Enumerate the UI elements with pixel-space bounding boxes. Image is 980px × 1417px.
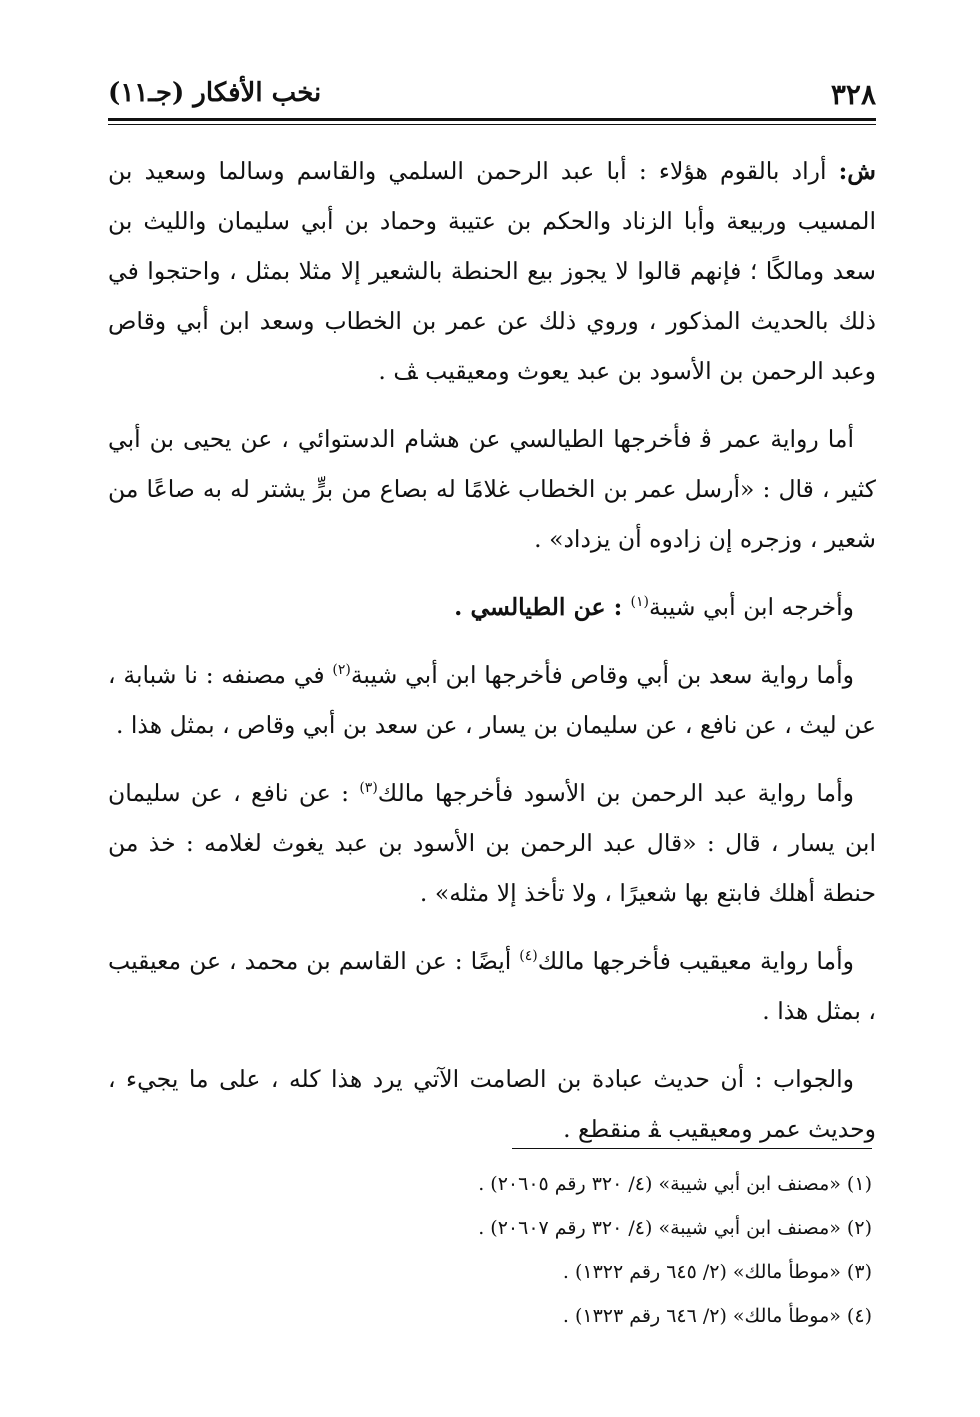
footnotes (104, 1162, 872, 1338)
footnote-1: (١) «مصنف ابن أبي شيبة» (٤/ ٣٢٠ رقم ٢٠٦٠٥) . (478, 1173, 872, 1195)
paragraph-text-cont: : عن نافع ، عن سليمان ابن يسار ، قال : «قال عبد الرحمن بن الأسود بن عبد يغوث لغلامه : خذ من حنطة أهلك فابتع بها شعيرًا ، ولا تأخذ إلا مثله» . (108, 779, 876, 907)
footnote-4: (٤) «موطأ مالك» (٢/ ٦٤٦ رقم ١٣٢٣) . (562, 1305, 872, 1327)
page-header (108, 78, 876, 118)
header-rule-thin (108, 124, 876, 125)
paragraph-bold-text: : عن الطيالسي . (454, 593, 631, 621)
paragraph-saad-narration (108, 650, 876, 750)
paragraph-lead: ش: (838, 157, 876, 185)
paragraph-text: وأخرجه ابن أبي شيبة (649, 593, 854, 621)
paragraph-text: وأما رواية عبد الرحمن بن الأسود فأخرجها مالك (377, 779, 854, 807)
paragraph-commentary (108, 146, 876, 396)
footnote-separator (512, 1148, 872, 1149)
header-rule-thick (108, 118, 876, 121)
paragraph-muayqib-narration (108, 936, 876, 1036)
running-title: نخب الأفكار (جـ١١) (108, 78, 322, 108)
footnote-ref-4[interactable]: (٤) (519, 948, 538, 965)
paragraph-ibn-abi-shaybah (108, 582, 876, 632)
paragraph-text: أما رواية عمر ﭬ فأخرجها الطيالسي عن هشام الدستوائي ، عن يحيى بن أبي كثير ، قال : «أرسل عمر بن الخطاب غلامًا له بصاع من برٍّ يشتر له به صاعًا من شعير ، وزجره إن زادوه أن يزداد» . (108, 425, 876, 553)
paragraph-text-cont: أيضًا : عن القاسم بن محمد ، عن معيقيب ، بمثل هذا . (108, 947, 876, 1025)
paragraph-text: وأما رواية معيقيب فأخرجها مالك (537, 947, 854, 975)
footnote-ref-1[interactable]: (١) (630, 594, 649, 611)
footnote-3: (٣) «موطأ مالك» (٢/ ٦٤٥ رقم ١٣٢٢) . (562, 1261, 872, 1283)
page-number: ٣٢٨ (830, 78, 876, 111)
paragraph-umar-narration (108, 414, 876, 564)
paragraph-text: والجواب : أن حديث عبادة بن الصامت الآتي يرد هذا كله ، على ما يجيء ، وحديث عمر ومعيقيب ﭭ منقطع . (108, 1065, 876, 1143)
body-text (108, 146, 876, 1172)
paragraph-text: وأما رواية سعد بن أبي وقاص فأخرجها ابن أبي شيبة (350, 661, 854, 689)
paragraph-text-cont: في مصنفه : نا شبابة ، عن ليث ، عن نافع ، عن سليمان بن يسار ، عن سعد بن أبي وقاص ، بمثل هذا . (108, 661, 876, 739)
paragraph-text: أراد بالقوم هؤلاء : أبا عبد الرحمن السلمي والقاسم وسالما وسعيد بن المسيب وربيعة وأبا الزناد والحكم بن عتيبة وحماد بن أبي سليمان والليث بن سعد ومالكًا ؛ فإنهم قالوا لا يجوز بيع الحنطة بالشعير إلا مثلا بمثل ، واحتجوا في ذلك بالحديث المذكور ، وروي ذلك عن عمر بن الخطاب وسعد ابن أبي وقاص وعبد الرحمن بن الأسود بن عبد يعوث ومعيقيب ﭫ . (108, 157, 876, 385)
paragraph-abdurrahman-narration (108, 768, 876, 918)
paragraph-answer (108, 1054, 876, 1154)
footnote-ref-2[interactable]: (٢) (332, 662, 351, 679)
footnote-ref-3[interactable]: (٣) (359, 780, 378, 797)
footnote-2: (٢) «مصنف ابن أبي شيبة» (٤/ ٣٢٠ رقم ٢٠٦٠٧) . (478, 1217, 872, 1239)
